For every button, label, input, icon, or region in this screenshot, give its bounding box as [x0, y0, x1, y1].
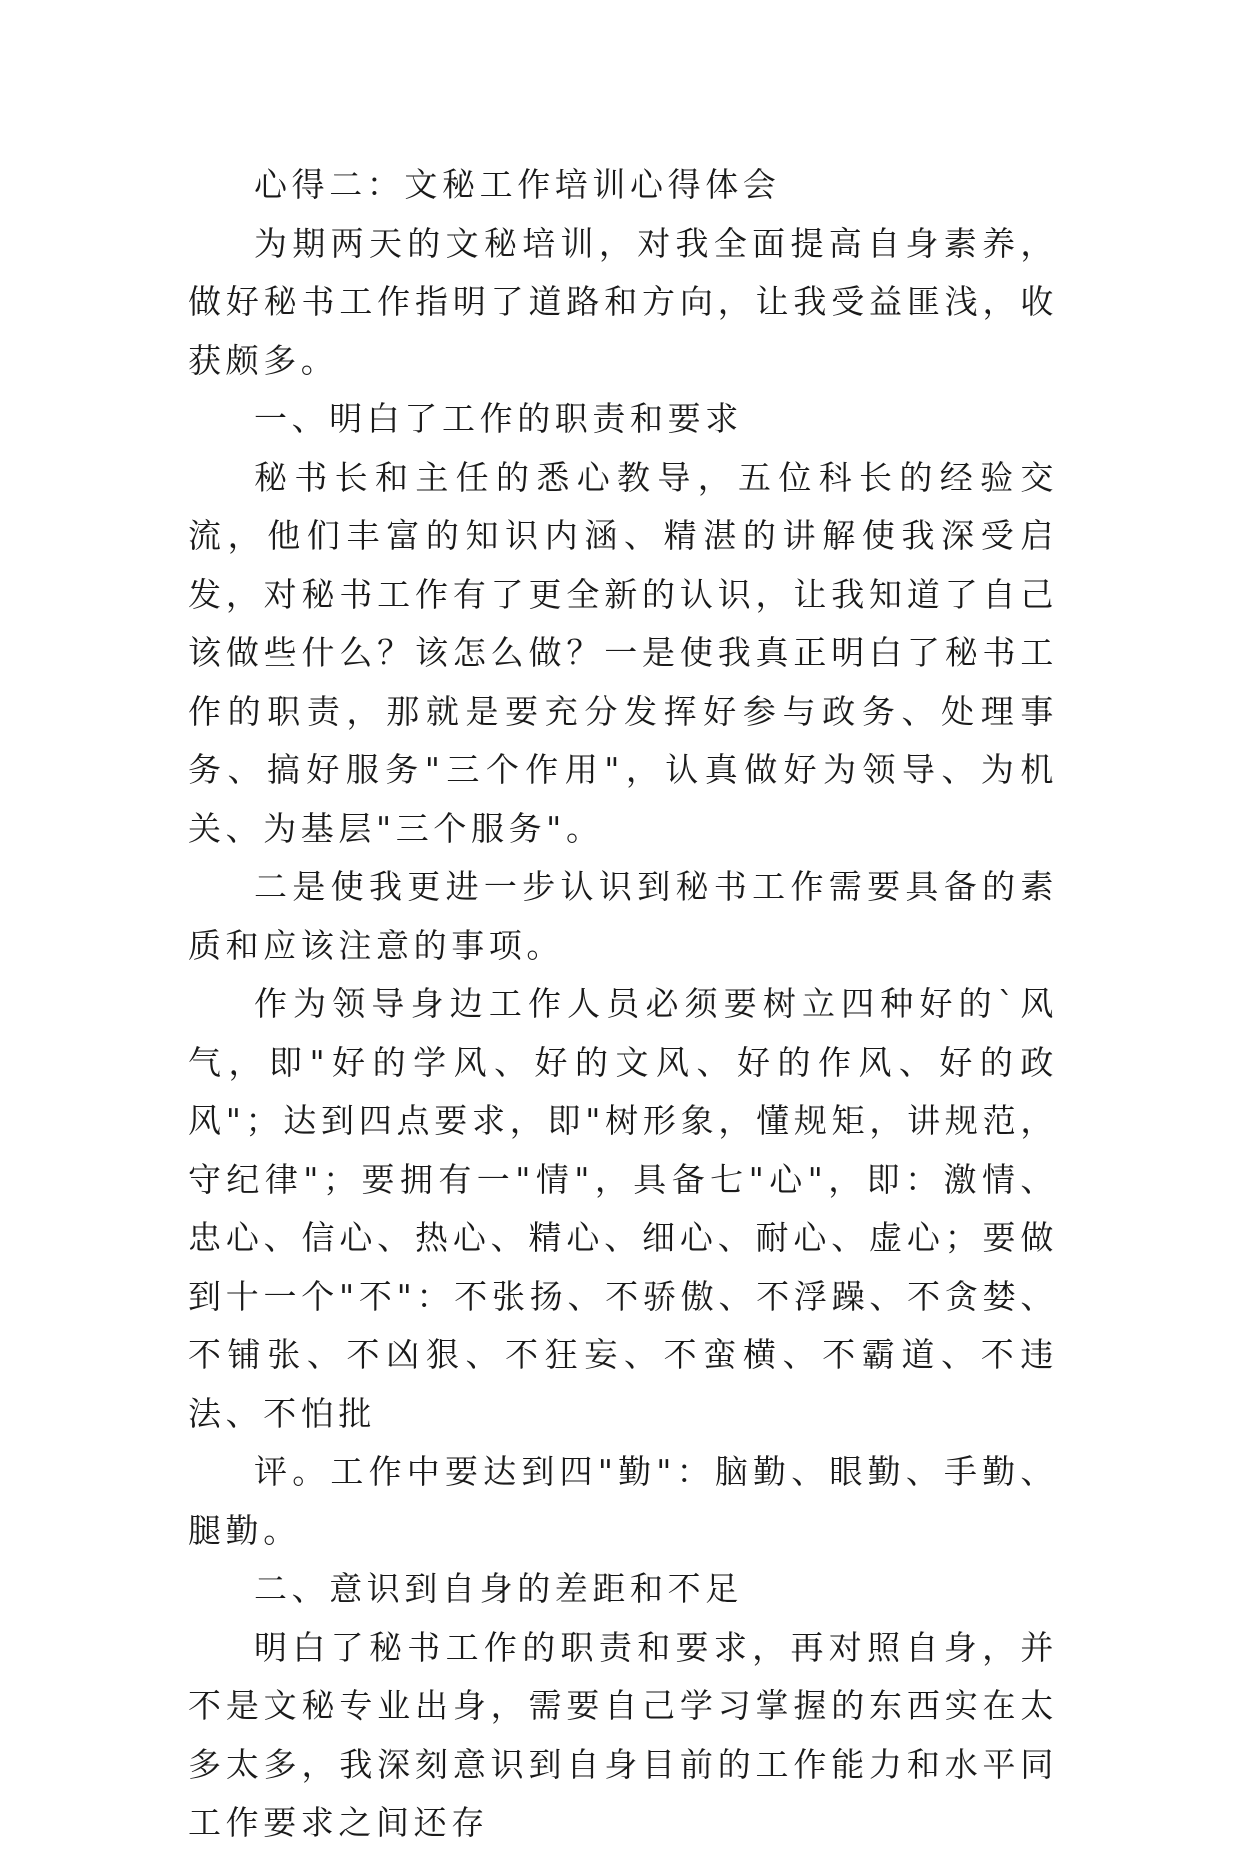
paragraph-intro: 为期两天的文秘培训，对我全面提高自身素养，做好秘书工作指明了道路和方向，让我受益匪浅，收获颇多。 — [188, 223, 1058, 380]
paragraph-requirements: 作为领导身边工作人员必须要树立四种好的`风气，即"好的学风、好的文风、好的作风、好的政风"；达到四点要求，即"树形象，懂规矩，讲规范，守纪律"；要拥有一"情"，具备七"心"，即：激情、忠心、信心、热心、精心、细心、耐心、虚心；要做到十一个"不"：不张扬、不骄傲、不浮躁、不贪婪、不铺张、不凶狠、不狂妄、不蛮横、不霸道、不违法、不怕批 — [188, 984, 1058, 1433]
section-heading-2: 二、意识到自身的差距和不足 — [254, 1569, 743, 1608]
paragraph-diligence: 评。工作中要达到四"勤"：脑勤、眼勤、手勤、腿勤。 — [188, 1452, 1058, 1550]
document-body — [188, 156, 1058, 1853]
paragraph-gap: 明白了秘书工作的职责和要求，再对照自身，并不是文秘专业出身，需要自己学习掌握的东西实在太多太多，我深刻意识到自身目前的工作能力和水平同工作要求之间还存 — [188, 1627, 1058, 1842]
document-title: 心得二：文秘工作培训心得体会 — [254, 165, 781, 204]
paragraph-qualities: 二是使我更进一步认识到秘书工作需要具备的素质和应该注意的事项。 — [188, 867, 1058, 965]
paragraph-duties: 秘书长和主任的悉心教导，五位科长的经验交流，他们丰富的知识内涵、精湛的讲解使我深受启发，对秘书工作有了更全新的认识，让我知道了自己该做些什么？该怎么做？一是使我真正明白了秘书工作的职责，那就是要充分发挥好参与政务、处理事务、搞好服务"三个作用"，认真做好为领导、为机关、为基层"三个服务"。 — [188, 457, 1058, 848]
section-heading-1: 一、明白了工作的职责和要求 — [254, 399, 743, 438]
